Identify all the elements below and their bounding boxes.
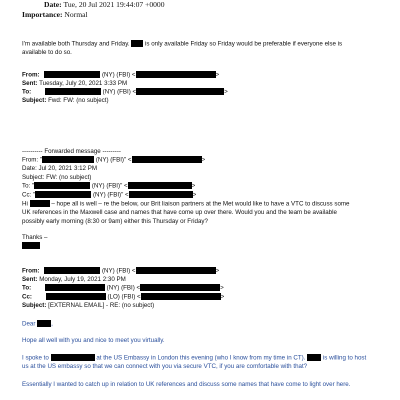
email1-subject: Subject: Fwd: FW: (no subject)	[22, 97, 109, 105]
redaction-block	[34, 182, 90, 189]
importance-label: Importance:	[22, 9, 63, 19]
email2-sent: Sent: Monday, July 19, 2021 2:30 PM	[22, 276, 126, 283]
message-para-3: Essentially I wanted to catch up in relation to UK references and discuss some names that have come to light over here.	[22, 380, 351, 388]
reply-text-b: is only available Friday so Friday would be preferable if everyone else is	[145, 40, 343, 48]
reply-line-1	[22, 40, 382, 49]
forwarded-subject: Subject: FW: (no subject)	[22, 173, 92, 181]
importance-value: Normal	[64, 9, 88, 19]
message-para-2-line-1: I spoke to at the US Embassy in London this evening (who I know from my time in CT). is willing to host	[22, 355, 367, 362]
email2-subject: Subject: [EXTERNAL EMAIL] - RE: (no subject)	[22, 302, 155, 310]
forwarded-body-line-1: Hi – hope all is well – re the below, our Brit liaison partners at the Met would like to have a VTC to discuss some	[22, 200, 350, 208]
message-greeting: Dear ,	[22, 320, 53, 328]
email2-header	[22, 267, 382, 311]
redaction-block	[22, 242, 40, 249]
date-value: Tue, 20 Jul 2021 19:44:07 +0000	[63, 0, 165, 9]
redaction-block	[37, 320, 51, 327]
redaction-block	[128, 182, 192, 189]
forwarded-marker: ---------- Forwarded message ---------	[22, 148, 121, 155]
top-header	[22, 0, 165, 19]
email1-to: To: (NY) (FBI) < >	[22, 89, 228, 96]
redaction-block	[30, 200, 50, 207]
email2-cc: Cc: (LO) (FBI) < >	[22, 294, 225, 301]
redaction-block	[35, 191, 91, 198]
forwarded-message	[22, 148, 382, 251]
redaction-block	[129, 191, 193, 198]
email1-header	[22, 71, 382, 106]
reply-text-a: I'm available both Thursday and Friday.	[22, 40, 130, 48]
forwarded-signature	[22, 242, 382, 251]
redaction-block	[136, 71, 216, 78]
date-label: Date:	[44, 0, 62, 9]
forwarded-body-line-2: UK references in the Maxwell case and names that have come up over there. Would you and the team be available	[22, 209, 337, 217]
email1-sent: Sent: Tuesday, July 20, 2021 3:33 PM	[22, 80, 128, 87]
forwarded-body-line-3: possibly early morning (8:30 or 9am) either this Thursday or Friday?	[22, 217, 208, 225]
redaction-block	[51, 354, 95, 361]
importance-row	[22, 10, 165, 20]
redaction-block	[140, 284, 220, 291]
redaction-block	[132, 156, 202, 163]
message-para-2-line-2: us at the US embassy so that we can connect with you via secure VTC, if you are comfortable with that?	[22, 363, 308, 371]
reply-body	[22, 40, 382, 57]
forwarded-cc: Cc: " (NY) (FBI)" < >	[22, 191, 197, 199]
forwarded-from: From: " (NY) (FBI)" < >	[22, 157, 206, 164]
redaction-block	[45, 284, 105, 291]
redaction-block	[45, 88, 101, 95]
email2-to: To: (NY) (FBI) < >	[22, 285, 224, 292]
redaction-block	[44, 71, 100, 78]
redaction-block	[136, 267, 216, 274]
redaction-block	[136, 88, 224, 95]
redaction-block	[46, 293, 106, 300]
forwarded-to: To: " (NY) (FBI)" < >	[22, 182, 196, 190]
redaction-block	[44, 267, 100, 274]
redaction-block	[42, 156, 94, 163]
redaction-block	[131, 40, 143, 47]
date-row	[44, 0, 165, 10]
message-para-1: Hope all well with you and nice to meet you virtually.	[22, 337, 165, 344]
redaction-block	[141, 293, 221, 300]
external-message-body	[22, 320, 382, 389]
email1-from: From: (NY) (FBI) < >	[22, 71, 220, 79]
forwarded-date: Date: Jul 20, 2021 3:12 PM	[22, 165, 97, 173]
email2-from: From: (NY) (FBI) < >	[22, 267, 220, 275]
reply-line-2: available to do so.	[22, 49, 72, 56]
redaction-block	[307, 354, 321, 361]
forwarded-thanks: Thanks –	[22, 234, 48, 242]
